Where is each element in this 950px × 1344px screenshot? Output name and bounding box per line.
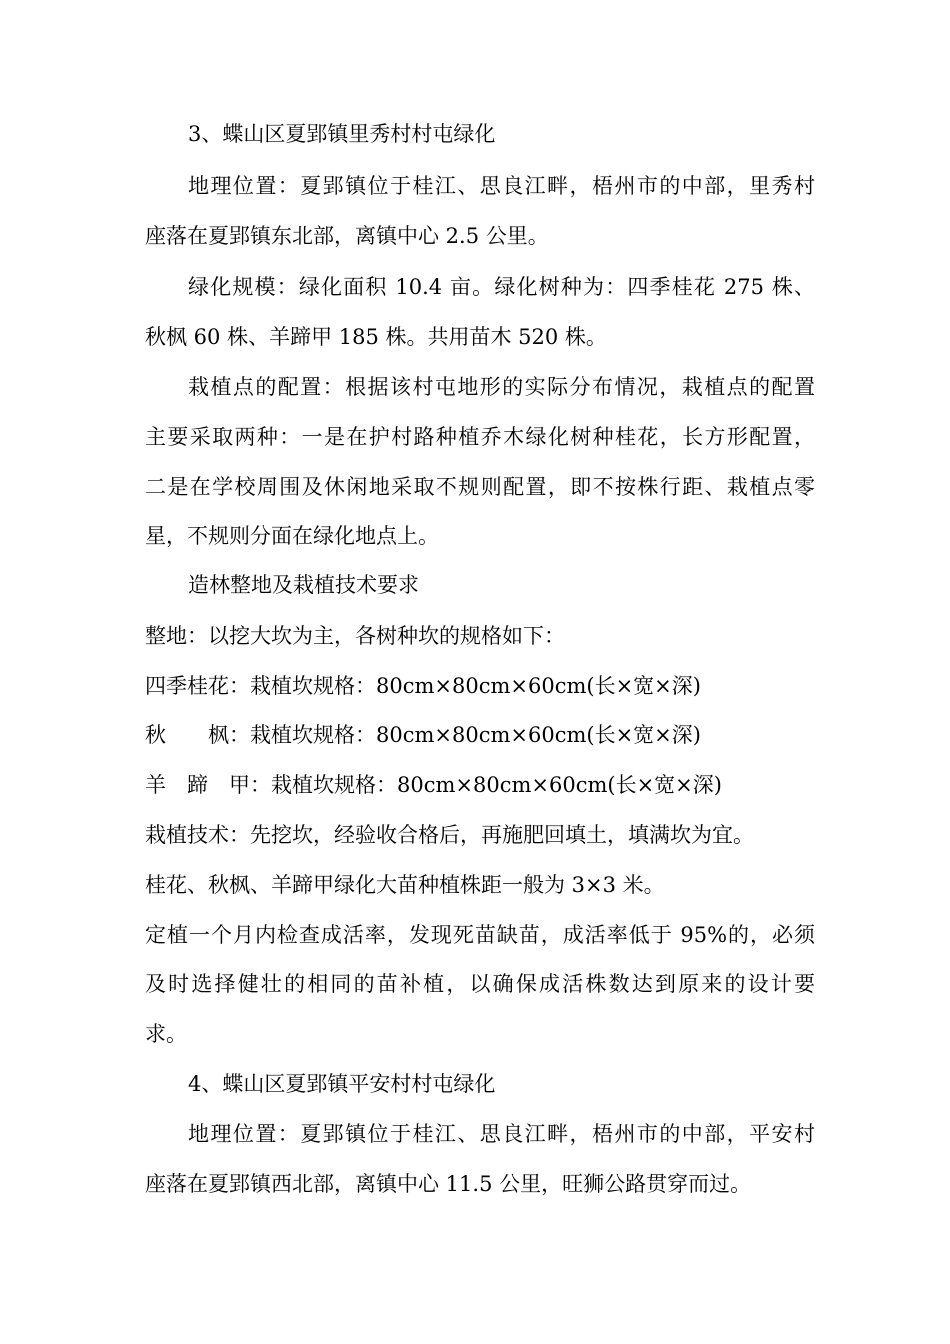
planting-technique-text: 栽植技术：先挖坎，经验收合格后，再施肥回填土，填满坎为宜。 [145,823,754,847]
section-3-config-line-1: 栽植点的配置：根据该村屯地形的实际分布情况，栽植点的配置 [188,375,815,399]
spec-bischofia: 秋 枫：栽植坎规格：80cm×80cm×60cm(长×宽×深) [145,723,701,747]
survival-line-1: 定植一个月内检查成活率，发现死苗缺苗，成活率低于 95%的，必须 [145,923,815,947]
section-3-scale-line-1: 绿化规模：绿化面积 10.4 亩。绿化树种为：四季桂花 275 株、 [188,275,815,299]
tech-requirements-heading: 造林整地及栽植技术要求 [188,573,419,597]
survival-line-2: 及时选择健壮的相同的苗补植，以确保成活株数达到原来的设计要 [145,972,815,996]
spec-osmanthus: 四季桂花：栽植坎规格：80cm×80cm×60cm(长×宽×深) [145,674,701,698]
section-3-config-line-2: 主要采取两种：一是在护村路种植乔木绿化树种桂花，长方形配置， [145,425,815,449]
section-4-location-line-1: 地理位置：夏郢镇位于桂江、思良江畔，梧州市的中部，平安村 [188,1122,815,1146]
section-3-location-line-1: 地理位置：夏郢镇位于桂江、思良江畔，梧州市的中部，里秀村 [188,174,815,198]
spec-bauhinia: 羊 蹄 甲：栽植坎规格：80cm×80cm×60cm(长×宽×深) [145,773,722,797]
survival-line-3: 求。 [145,1022,187,1046]
section-4-location-line-2: 座落在夏郢镇西北部，离镇中心 11.5 公里，旺狮公路贯穿而过。 [145,1172,752,1196]
spacing-text: 桂花、秋枫、羊蹄甲绿化大苗种植株距一般为 3×3 米。 [145,873,665,897]
section-4-heading: 4、蝶山区夏郢镇平安村村屯绿化 [188,1072,496,1096]
section-3-heading: 3、蝶山区夏郢镇里秀村村屯绿化 [188,122,496,146]
section-3-location-line-2: 座落在夏郢镇东北部，离镇中心 2.5 公里。 [145,224,549,248]
section-3-scale-line-2: 秋枫 60 株、羊蹄甲 185 株。共用苗木 520 株。 [145,325,607,349]
section-3-config-line-3: 二是在学校周围及休闲地采取不规则配置，即不按株行距、栽植点零 [145,475,815,499]
section-3-config-line-4: 星，不规则分面在绿化地点上。 [145,524,439,548]
site-prep-text: 整地：以挖大坎为主，各树种坎的规格如下： [145,624,565,648]
